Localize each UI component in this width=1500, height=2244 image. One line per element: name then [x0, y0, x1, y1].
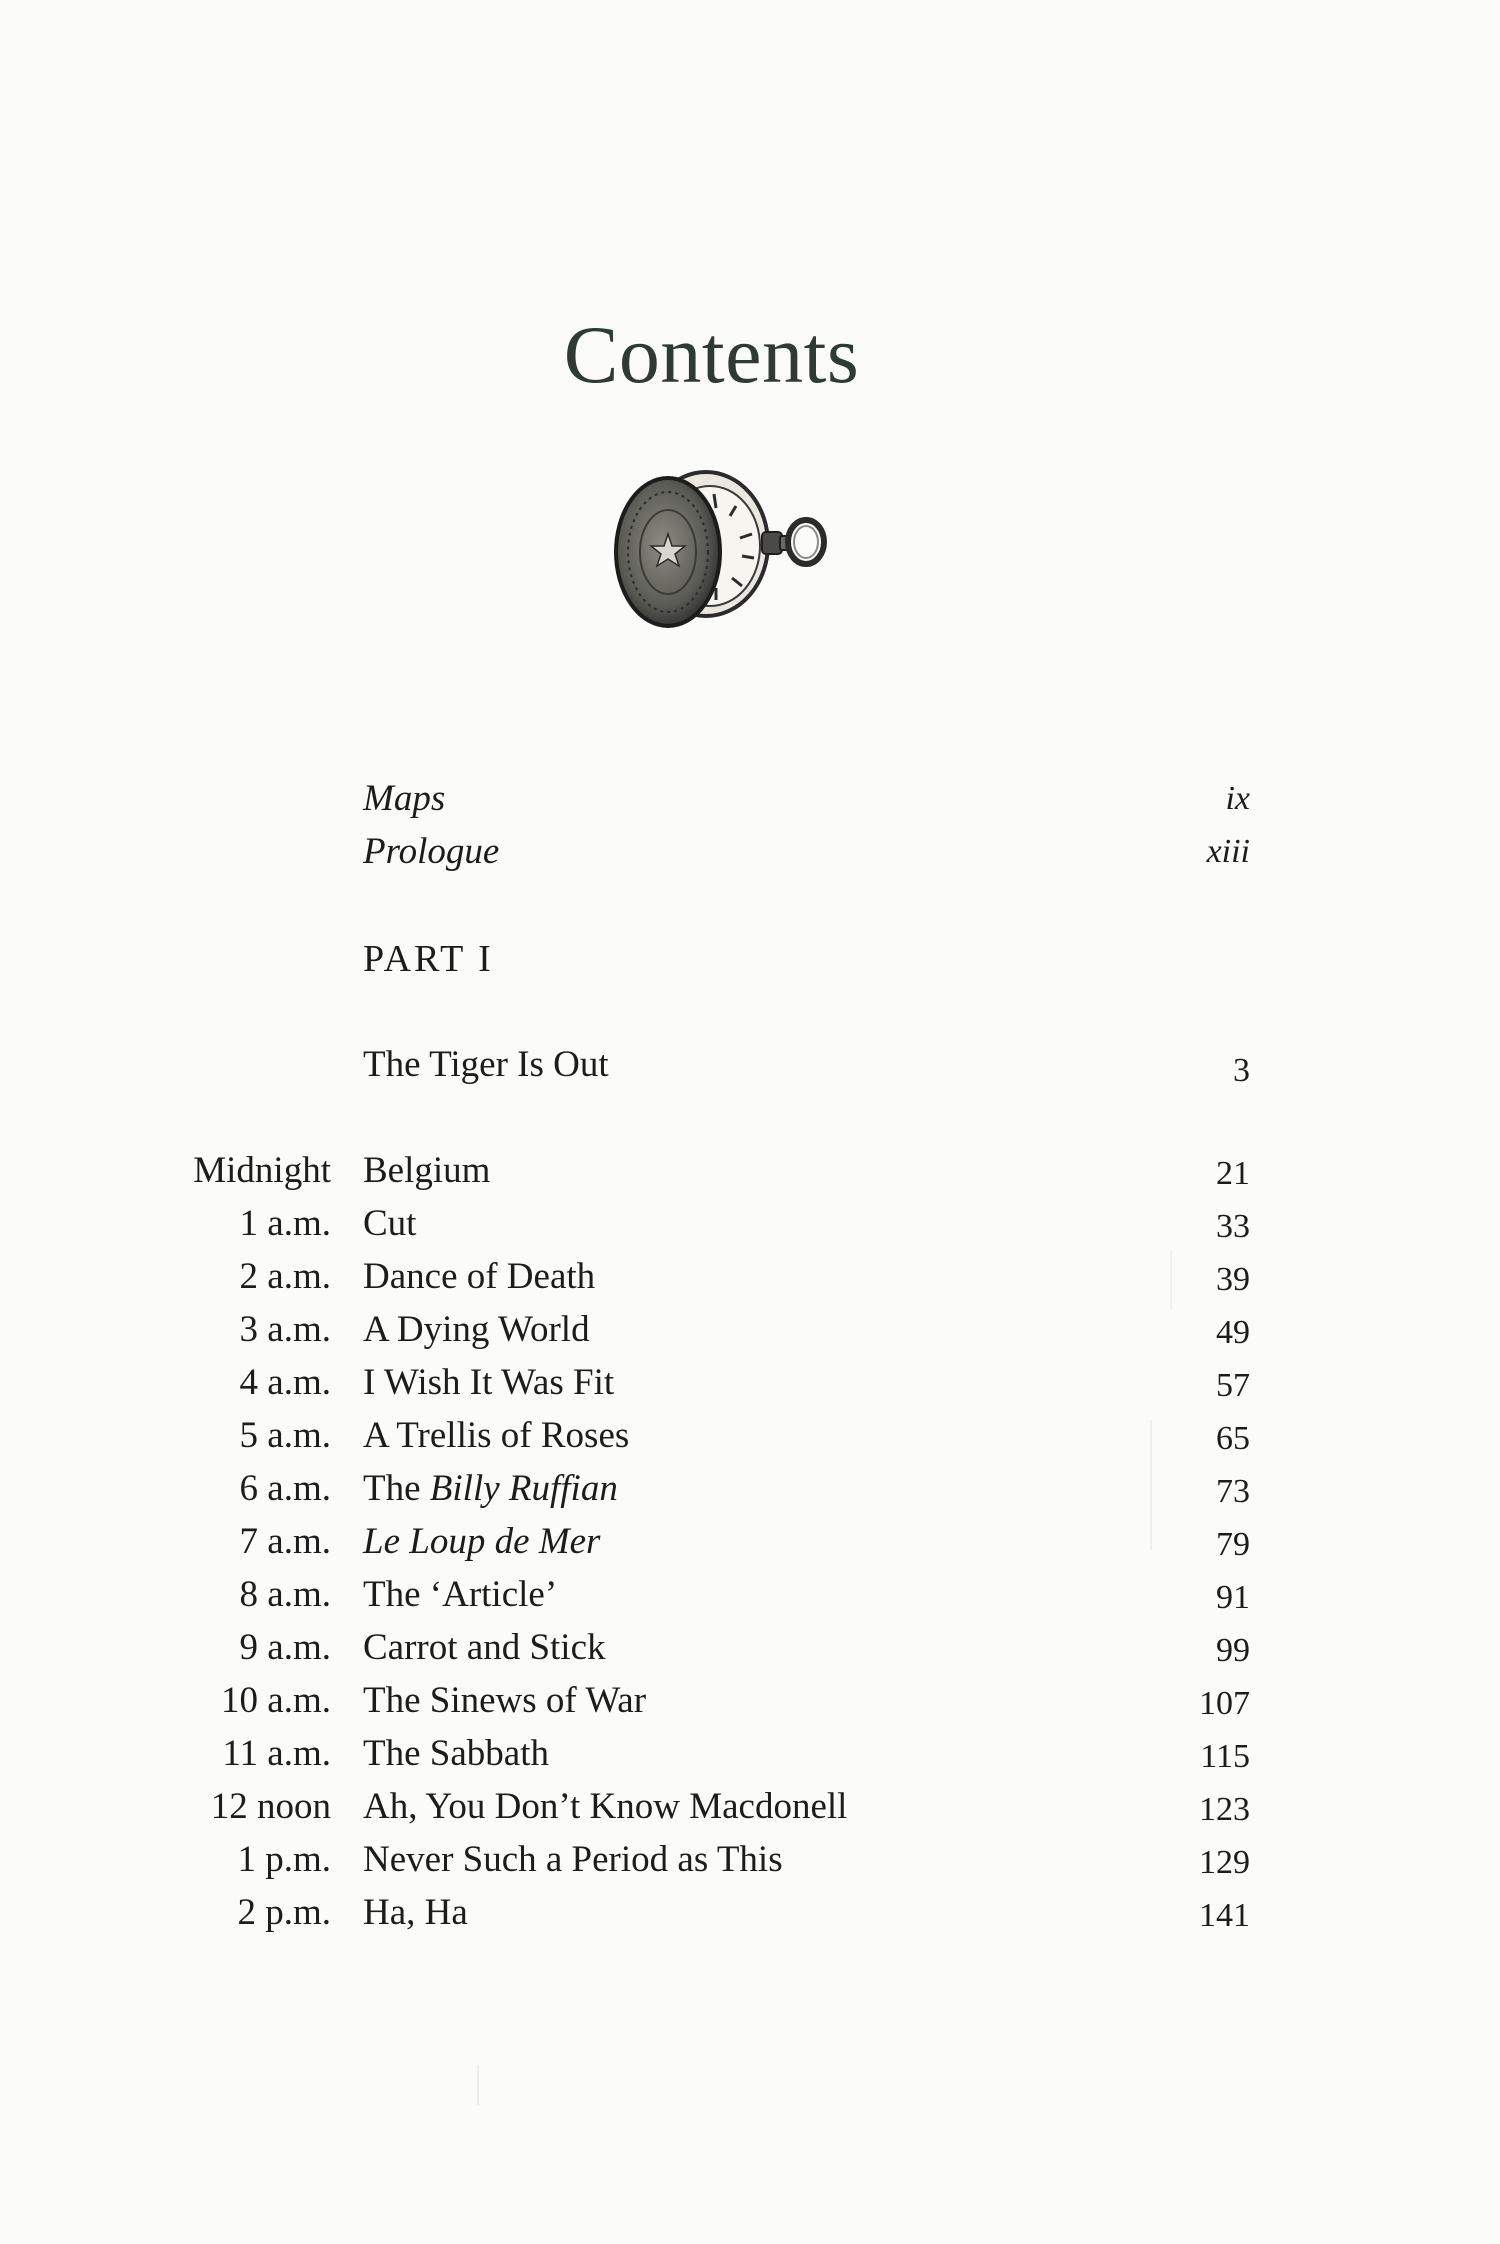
entry-page-number: 99	[1216, 1632, 1250, 1669]
entry-title: Maps	[363, 778, 446, 819]
toc-entry-prologue[interactable]	[0, 825, 1500, 879]
toc-entry-maps[interactable]	[0, 772, 1500, 826]
entry-time: 2 a.m.	[239, 1256, 331, 1297]
toc-entry[interactable]	[0, 1409, 1500, 1463]
entry-page-number: 57	[1216, 1367, 1250, 1404]
part-heading: PART I	[363, 938, 494, 980]
entry-title: The ‘Article’	[363, 1574, 558, 1615]
scan-mark	[1170, 1250, 1172, 1310]
page-title: Contents	[563, 309, 860, 400]
entry-time: 5 a.m.	[239, 1415, 331, 1456]
entry-title: Le Loup de Mer	[363, 1521, 601, 1562]
toc-entry[interactable]	[0, 1674, 1500, 1728]
entry-page-number: xiii	[1206, 833, 1250, 870]
entry-time: 7 a.m.	[239, 1521, 331, 1562]
entry-page-number: 39	[1216, 1261, 1250, 1298]
entry-title: Belgium	[363, 1150, 491, 1191]
toc-entry[interactable]	[0, 1568, 1500, 1622]
entry-title: Ha, Ha	[363, 1892, 468, 1933]
entry-title: Carrot and Stick	[363, 1627, 606, 1668]
toc-entry[interactable]	[0, 1250, 1500, 1304]
entry-time: 6 a.m.	[239, 1468, 331, 1509]
entry-time: 4 a.m.	[239, 1362, 331, 1403]
toc-entry[interactable]	[0, 1833, 1500, 1887]
toc-entry[interactable]	[0, 1197, 1500, 1251]
entry-title: Ah, You Don’t Know Macdonell	[363, 1786, 848, 1827]
entry-title	[363, 1462, 618, 1516]
entry-title: The Sabbath	[363, 1733, 549, 1774]
entry-title: A Dying World	[363, 1309, 590, 1350]
entry-time: Midnight	[193, 1150, 331, 1191]
toc-entry[interactable]	[0, 1621, 1500, 1675]
entry-page-number: 33	[1216, 1208, 1250, 1245]
scan-mark	[1150, 1420, 1152, 1550]
entry-title-italic: Billy Ruffian	[429, 1468, 618, 1509]
toc-entry[interactable]	[0, 1886, 1500, 1940]
entry-time: 1 p.m.	[237, 1839, 331, 1880]
entry-time: 9 a.m.	[239, 1627, 331, 1668]
entry-title-prefix: The	[363, 1468, 430, 1509]
toc-entry[interactable]	[0, 1780, 1500, 1834]
entry-title: Never Such a Period as This	[363, 1839, 783, 1880]
toc-entry[interactable]	[0, 1303, 1500, 1357]
entry-title: A Trellis of Roses	[363, 1415, 630, 1456]
entry-time: 11 a.m.	[222, 1733, 331, 1774]
entry-title: Dance of Death	[363, 1256, 596, 1297]
scan-mark	[477, 2065, 479, 2105]
toc-entry[interactable]	[0, 1144, 1500, 1198]
entry-page-number: 123	[1199, 1791, 1250, 1828]
entry-title: The Sinews of War	[363, 1680, 647, 1721]
entry-page-number: 129	[1199, 1844, 1250, 1881]
entry-page-number: 115	[1200, 1738, 1250, 1775]
toc-entry[interactable]	[0, 1356, 1500, 1410]
entry-page-number: 141	[1199, 1897, 1250, 1934]
pocket-watch-icon	[596, 454, 836, 634]
toc-entry[interactable]	[0, 1727, 1500, 1781]
entry-page-number: 65	[1216, 1420, 1250, 1457]
entry-page-number: 3	[1233, 1052, 1250, 1089]
entry-time: 2 p.m.	[237, 1892, 331, 1933]
entry-time: 12 noon	[210, 1786, 331, 1827]
entry-time: 10 a.m.	[221, 1680, 331, 1721]
entry-time: 3 a.m.	[239, 1309, 331, 1350]
entry-time: 8 a.m.	[239, 1574, 331, 1615]
entry-time: 1 a.m.	[239, 1203, 331, 1244]
toc-entry-intro[interactable]	[0, 1038, 1500, 1092]
entry-page-number: 49	[1216, 1314, 1250, 1351]
entry-title: The Tiger Is Out	[363, 1044, 609, 1085]
entry-page-number: 79	[1216, 1526, 1250, 1563]
entry-page-number: 91	[1216, 1579, 1250, 1616]
entry-page-number: 73	[1216, 1473, 1250, 1510]
entry-title: Prologue	[363, 831, 500, 872]
toc-entry[interactable]	[0, 1462, 1500, 1516]
entry-title: Cut	[363, 1203, 417, 1244]
entry-title: I Wish It Was Fit	[363, 1362, 615, 1403]
entry-page-number: 21	[1216, 1155, 1250, 1192]
entry-page-number: 107	[1199, 1685, 1250, 1722]
entry-page-number: ix	[1225, 780, 1250, 817]
toc-entry[interactable]	[0, 1515, 1500, 1569]
